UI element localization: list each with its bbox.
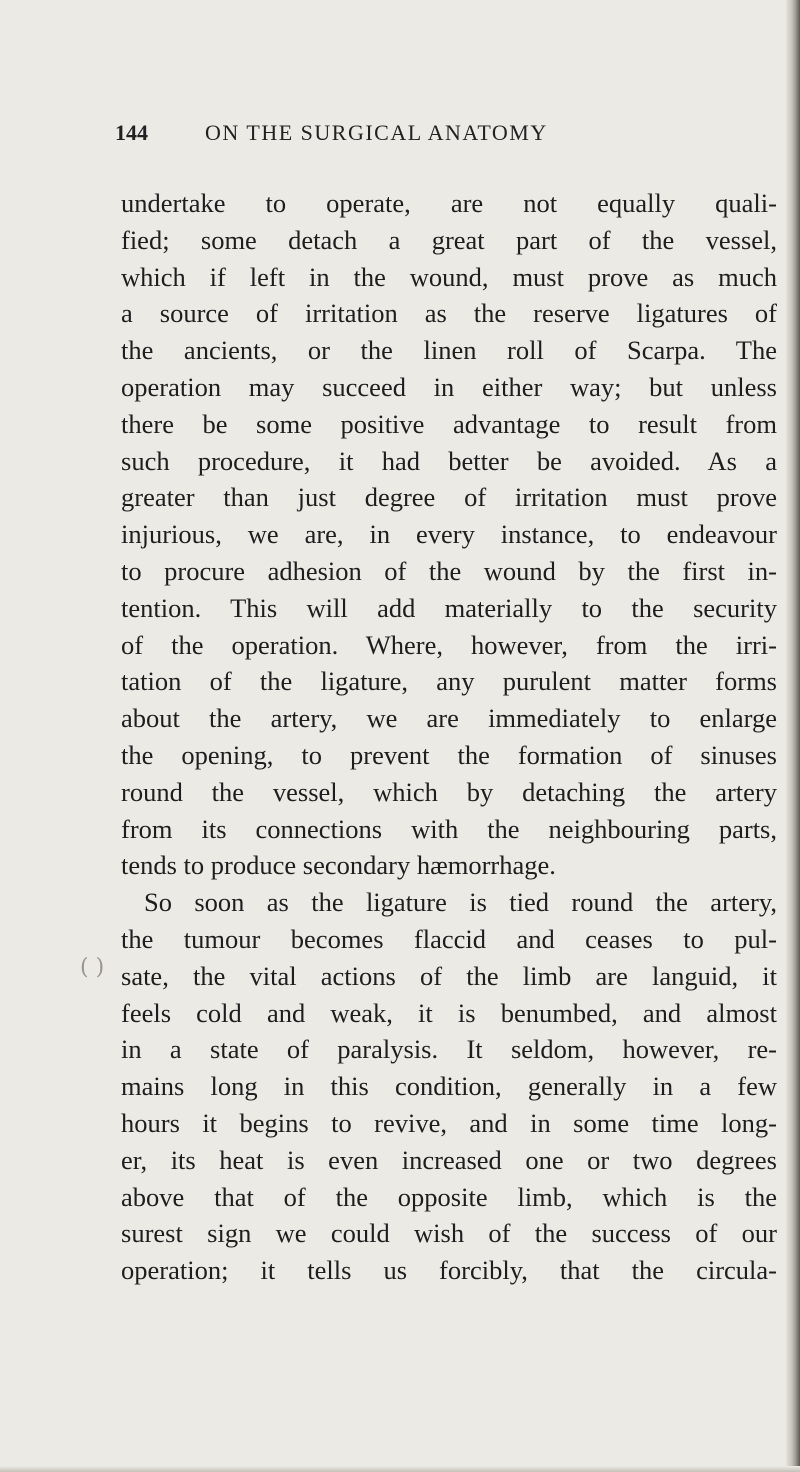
running-head — [115, 120, 775, 150]
text-line: the tumour becomes flaccid and ceases to pul- — [121, 923, 777, 954]
text-line: undertake to operate, are not equally quali- — [121, 188, 777, 218]
text-line: which if left in the wound, must prove as much — [121, 261, 777, 292]
text-line: surest sign we could wish of the success of our — [121, 1218, 777, 1249]
page-bottom-edge — [0, 1466, 800, 1472]
text-line: greater than just degree of irritation must prove — [121, 482, 777, 513]
text-line: in a state of paralysis. It seldom, however, re- — [121, 1034, 777, 1065]
text-line: of the operation. Where, however, from the irri- — [121, 629, 777, 660]
text-line: er, its heat is even increased one or two degrees — [121, 1144, 777, 1175]
text-line: to procure adhesion of the wound by the first in- — [121, 555, 777, 586]
margin-bracket-icon: ( ) — [80, 955, 105, 980]
text-line: a source of irritation as the reserve ligatures of — [121, 298, 777, 329]
text-line: above that of the opposite limb, which is the — [121, 1181, 777, 1212]
text-line: fied; some detach a great part of the vessel, — [121, 224, 777, 255]
text-line: the opening, to prevent the formation of sinuses — [121, 739, 777, 770]
text-line: hours it begins to revive, and in some time long- — [121, 1107, 777, 1138]
text-line: there be some positive advantage to result from — [121, 408, 777, 439]
text-line: about the artery, we are immediately to enlarge — [121, 703, 777, 734]
text-line: tation of the ligature, any purulent matter forms — [121, 666, 777, 697]
running-head-title: ON THE SURGICAL ANATOMY — [205, 120, 548, 145]
text-line: feels cold and weak, it is benumbed, and almost — [121, 997, 777, 1028]
text-line: sate, the vital actions of the limb are languid, it — [121, 960, 777, 991]
text-line: such procedure, it had better be avoided. As a — [121, 445, 777, 476]
text-line: mains long in this condition, generally in a few — [121, 1071, 777, 1102]
body-text — [121, 185, 777, 1289]
text-line: tention. This will add materially to the security — [121, 592, 777, 623]
text-line: the ancients, or the linen roll of Scarpa. The — [121, 335, 777, 366]
text-line: from its connections with the neighbouring parts, — [121, 813, 777, 844]
text-line: injurious, we are, in every instance, to endeavour — [121, 519, 777, 550]
page-number: 144 — [115, 120, 148, 145]
paragraph-2 — [121, 884, 777, 1289]
text-line: operation; it tells us forcibly, that the circula- — [121, 1255, 777, 1286]
text-line: operation may succeed in either way; but unless — [121, 371, 777, 402]
text-line: So soon as the ligature is tied round the artery, — [144, 887, 777, 918]
text-line: tends to produce secondary hæmorrhage. — [121, 850, 556, 881]
text-line: round the vessel, which by detaching the artery — [121, 776, 777, 807]
paragraph-1 — [121, 185, 777, 884]
page-edge-shadow — [786, 0, 800, 1472]
